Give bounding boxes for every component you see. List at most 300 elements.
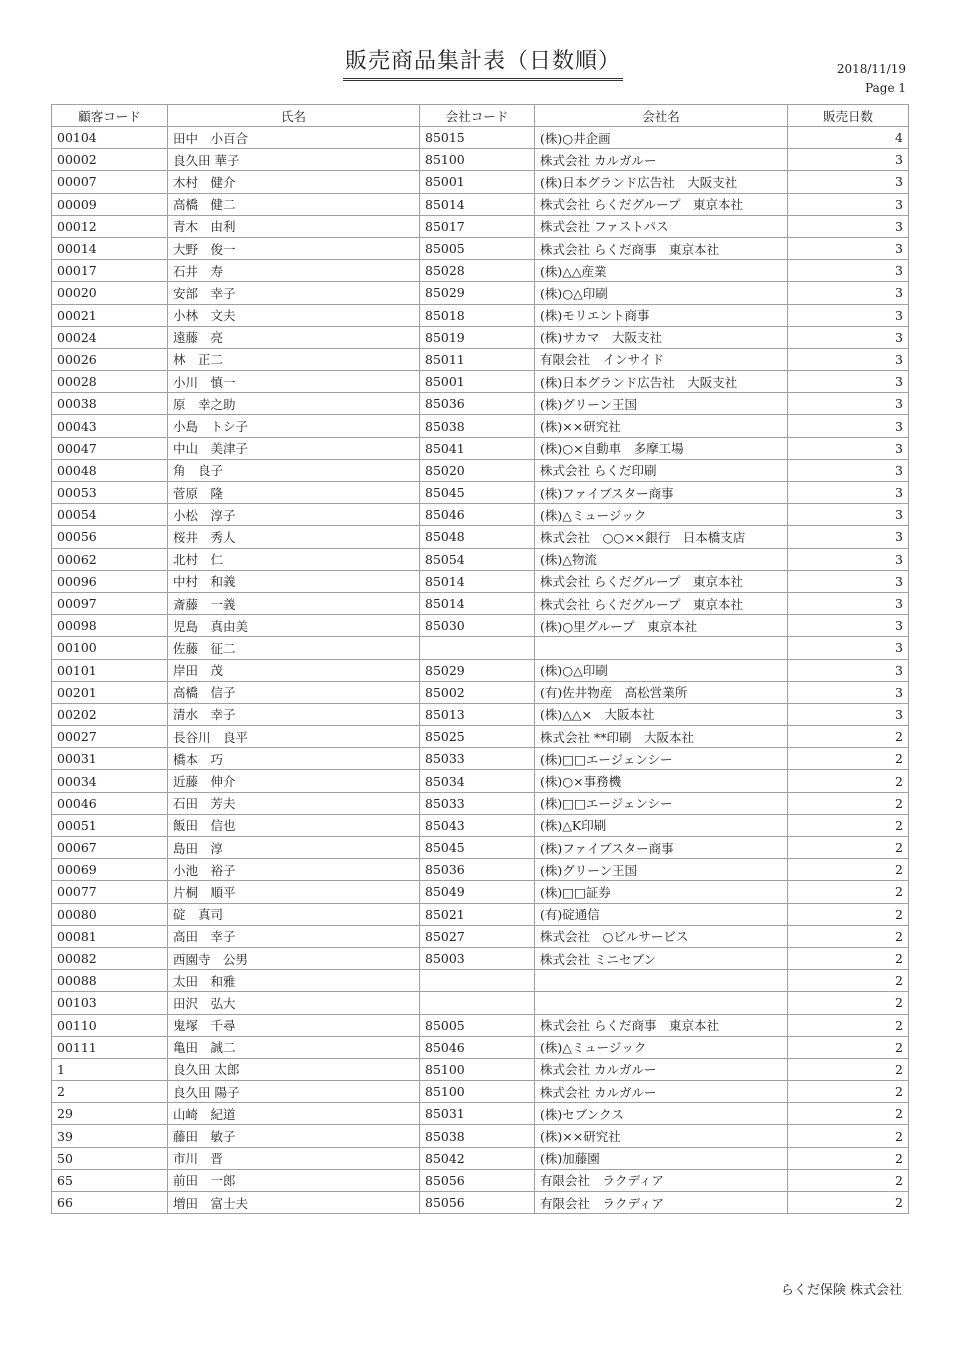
- sales-days-cell: 2: [788, 1103, 909, 1125]
- table-row: [52, 970, 909, 992]
- name-cell: 小川 慎一: [168, 371, 420, 393]
- company-name-cell: [535, 992, 788, 1014]
- name-cell: 高田 幸子: [168, 925, 420, 947]
- name-cell: 高橋 信子: [168, 681, 420, 703]
- name-cell: 西園寺 公男: [168, 947, 420, 969]
- table-row: [52, 1169, 909, 1191]
- customer-code-cell: 00100: [52, 637, 168, 659]
- sales-days-cell: 3: [788, 703, 909, 725]
- customer-code-cell: 2: [52, 1081, 168, 1103]
- name-cell: 児島 真由美: [168, 615, 420, 637]
- sales-days-cell: 3: [788, 437, 909, 459]
- sales-days-cell: 2: [788, 1192, 909, 1214]
- name-cell: 中山 美津子: [168, 437, 420, 459]
- sales-days-cell: 3: [788, 282, 909, 304]
- sales-days-cell: 3: [788, 570, 909, 592]
- company-code-cell: 85045: [420, 837, 535, 859]
- name-cell: 片桐 順平: [168, 881, 420, 903]
- table-row: [52, 1147, 909, 1169]
- company-code-cell: 85013: [420, 703, 535, 725]
- company-name-cell: (株)サカマ 大阪支社: [535, 326, 788, 348]
- customer-code-cell: 00020: [52, 282, 168, 304]
- company-code-cell: 85045: [420, 482, 535, 504]
- name-cell: 小池 裕子: [168, 859, 420, 881]
- table-row: [52, 371, 909, 393]
- name-cell: 良久田 華子: [168, 149, 420, 171]
- name-cell: 小林 文夫: [168, 304, 420, 326]
- customer-code-cell: 00098: [52, 615, 168, 637]
- customer-code-cell: 00031: [52, 748, 168, 770]
- company-code-cell: 85056: [420, 1192, 535, 1214]
- customer-code-cell: 00080: [52, 903, 168, 925]
- table-row: [52, 393, 909, 415]
- sales-days-cell: 2: [788, 1125, 909, 1147]
- company-name-cell: 株式会社 カルガルー: [535, 1058, 788, 1080]
- sales-days-cell: 2: [788, 1014, 909, 1036]
- company-name-cell: 株式会社 らくだグループ 東京本社: [535, 193, 788, 215]
- sales-days-cell: 3: [788, 304, 909, 326]
- company-code-cell: 85056: [420, 1169, 535, 1191]
- company-code-cell: 85018: [420, 304, 535, 326]
- company-name-cell: [535, 637, 788, 659]
- company-code-cell: 85021: [420, 903, 535, 925]
- customer-code-cell: 00043: [52, 415, 168, 437]
- sales-days-cell: 2: [788, 837, 909, 859]
- company-name-cell: 株式会社 カルガルー: [535, 1081, 788, 1103]
- name-cell: 小松 淳子: [168, 504, 420, 526]
- company-code-cell: 85038: [420, 415, 535, 437]
- customer-code-cell: 1: [52, 1058, 168, 1080]
- name-cell: 林 正二: [168, 348, 420, 370]
- name-cell: 斎藤 一義: [168, 592, 420, 614]
- name-cell: 遠藤 亮: [168, 326, 420, 348]
- company-code-cell: 85038: [420, 1125, 535, 1147]
- report-date: 2018/11/19: [836, 62, 906, 76]
- table-row: [52, 637, 909, 659]
- company-name-cell: (株)△ミュージック: [535, 1036, 788, 1058]
- company-name-cell: (株)□□エージェンシー: [535, 748, 788, 770]
- name-cell: 田沢 弘大: [168, 992, 420, 1014]
- customer-code-cell: 00056: [52, 526, 168, 548]
- company-code-cell: 85019: [420, 326, 535, 348]
- customer-code-cell: 00038: [52, 393, 168, 415]
- company-code-cell: 85017: [420, 215, 535, 237]
- sales-days-cell: 2: [788, 1169, 909, 1191]
- customer-code-cell: 00069: [52, 859, 168, 881]
- table-row: [52, 881, 909, 903]
- company-name-cell: 有限会社 インサイド: [535, 348, 788, 370]
- sales-days-cell: 2: [788, 925, 909, 947]
- company-code-cell: 85014: [420, 570, 535, 592]
- company-code-cell: 85034: [420, 770, 535, 792]
- sales-days-cell: 2: [788, 1036, 909, 1058]
- table-row: [52, 726, 909, 748]
- sales-days-cell: 2: [788, 992, 909, 1014]
- company-code-cell: 85005: [420, 237, 535, 259]
- customer-code-cell: 39: [52, 1125, 168, 1147]
- company-code-cell: 85043: [420, 814, 535, 836]
- customer-code-cell: 66: [52, 1192, 168, 1214]
- column-header-company-code: 会社コード: [420, 105, 535, 127]
- customer-code-cell: 00002: [52, 149, 168, 171]
- sales-days-cell: 3: [788, 237, 909, 259]
- company-code-cell: 85031: [420, 1103, 535, 1125]
- name-cell: 小島 トシ子: [168, 415, 420, 437]
- name-cell: 前田 一郎: [168, 1169, 420, 1191]
- sales-days-cell: 2: [788, 970, 909, 992]
- table-row: [52, 215, 909, 237]
- company-code-cell: 85001: [420, 371, 535, 393]
- customer-code-cell: 00047: [52, 437, 168, 459]
- table-row: [52, 925, 909, 947]
- table-row: [52, 1014, 909, 1036]
- customer-code-cell: 50: [52, 1147, 168, 1169]
- company-name-cell: (株)△ミュージック: [535, 504, 788, 526]
- sales-days-cell: 3: [788, 482, 909, 504]
- table-row: [52, 149, 909, 171]
- company-code-cell: 85015: [420, 127, 535, 149]
- name-cell: 良久田 陽子: [168, 1081, 420, 1103]
- name-cell: 飯田 信也: [168, 814, 420, 836]
- company-code-cell: [420, 992, 535, 1014]
- table-row: [52, 659, 909, 681]
- company-name-cell: (株)ファイブスター商事: [535, 482, 788, 504]
- company-name-cell: (有)碇通信: [535, 903, 788, 925]
- sales-days-cell: 3: [788, 526, 909, 548]
- sales-days-cell: 3: [788, 504, 909, 526]
- company-code-cell: [420, 970, 535, 992]
- table-row: [52, 1036, 909, 1058]
- name-cell: 岸田 茂: [168, 659, 420, 681]
- sales-days-cell: 3: [788, 348, 909, 370]
- name-cell: 石田 芳夫: [168, 792, 420, 814]
- company-code-cell: 85042: [420, 1147, 535, 1169]
- name-cell: 近藤 伸介: [168, 770, 420, 792]
- customer-code-cell: 00021: [52, 304, 168, 326]
- sales-days-cell: 2: [788, 814, 909, 836]
- name-cell: 菅原 隆: [168, 482, 420, 504]
- company-code-cell: 85011: [420, 348, 535, 370]
- company-code-cell: 85014: [420, 193, 535, 215]
- customer-code-cell: 00111: [52, 1036, 168, 1058]
- sales-days-cell: 3: [788, 193, 909, 215]
- company-code-cell: 85046: [420, 1036, 535, 1058]
- table-row: [52, 814, 909, 836]
- name-cell: 角 良子: [168, 459, 420, 481]
- table-row: [52, 304, 909, 326]
- sales-days-cell: 3: [788, 149, 909, 171]
- customer-code-cell: 00012: [52, 215, 168, 237]
- name-cell: 中村 和義: [168, 570, 420, 592]
- name-cell: 桜井 秀人: [168, 526, 420, 548]
- company-name-cell: (株)△物流: [535, 548, 788, 570]
- name-cell: 原 幸之助: [168, 393, 420, 415]
- company-name-cell: 株式会社 ミニセブン: [535, 947, 788, 969]
- company-code-cell: 85036: [420, 393, 535, 415]
- customer-code-cell: 00103: [52, 992, 168, 1014]
- company-name-cell: (株)□□証券: [535, 881, 788, 903]
- name-cell: 清水 幸子: [168, 703, 420, 725]
- name-cell: 木村 健介: [168, 171, 420, 193]
- sales-days-cell: 3: [788, 215, 909, 237]
- company-name-cell: (株)△△産業: [535, 260, 788, 282]
- company-name-cell: (株)日本グランド広告社 大阪支社: [535, 171, 788, 193]
- sales-days-cell: 2: [788, 748, 909, 770]
- table-row: [52, 681, 909, 703]
- company-name-cell: (株)○×事務機: [535, 770, 788, 792]
- company-name-cell: (株)○△印刷: [535, 659, 788, 681]
- sales-days-cell: 2: [788, 1147, 909, 1169]
- report-title: [0, 44, 966, 81]
- table-row: [52, 282, 909, 304]
- company-code-cell: 85029: [420, 282, 535, 304]
- company-footer: らくだ保険 株式会社: [780, 1283, 902, 1298]
- customer-code-cell: 00201: [52, 681, 168, 703]
- company-name-cell: 株式会社 らくだ商事 東京本社: [535, 1014, 788, 1036]
- sales-days-cell: 2: [788, 859, 909, 881]
- name-cell: 高橋 健二: [168, 193, 420, 215]
- company-code-cell: 85005: [420, 1014, 535, 1036]
- table-row: [52, 127, 909, 149]
- company-code-cell: 85100: [420, 1058, 535, 1080]
- company-code-cell: 85041: [420, 437, 535, 459]
- table-row: [52, 326, 909, 348]
- company-name-cell: (株)加藤園: [535, 1147, 788, 1169]
- company-name-cell: 株式会社 らくだ商事 東京本社: [535, 237, 788, 259]
- column-header-customer-code: 顧客コード: [52, 105, 168, 127]
- company-name-cell: (株)日本グランド広告社 大阪支社: [535, 371, 788, 393]
- company-name-cell: [535, 970, 788, 992]
- customer-code-cell: 00077: [52, 881, 168, 903]
- customer-code-cell: 00048: [52, 459, 168, 481]
- customer-code-cell: 00202: [52, 703, 168, 725]
- sales-days-cell: 3: [788, 260, 909, 282]
- customer-code-cell: 00017: [52, 260, 168, 282]
- customer-code-cell: 00026: [52, 348, 168, 370]
- sales-days-cell: 3: [788, 326, 909, 348]
- name-cell: 亀田 誠二: [168, 1036, 420, 1058]
- company-name-cell: (有)佐井物産 高松営業所: [535, 681, 788, 703]
- customer-code-cell: 00027: [52, 726, 168, 748]
- customer-code-cell: 00007: [52, 171, 168, 193]
- company-code-cell: 85020: [420, 459, 535, 481]
- customer-code-cell: 00009: [52, 193, 168, 215]
- table-row: [52, 837, 909, 859]
- table-row: [52, 1058, 909, 1080]
- name-cell: 北村 仁: [168, 548, 420, 570]
- sales-days-cell: 2: [788, 726, 909, 748]
- name-cell: 青木 由利: [168, 215, 420, 237]
- company-name-cell: 株式会社 らくだグループ 東京本社: [535, 592, 788, 614]
- company-code-cell: 85003: [420, 947, 535, 969]
- customer-code-cell: 00067: [52, 837, 168, 859]
- customer-code-cell: 00097: [52, 592, 168, 614]
- company-code-cell: 85036: [420, 859, 535, 881]
- name-cell: 田中 小百合: [168, 127, 420, 149]
- company-name-cell: (株)××研究社: [535, 415, 788, 437]
- sales-days-cell: 3: [788, 548, 909, 570]
- company-code-cell: 85002: [420, 681, 535, 703]
- table-row: [52, 193, 909, 215]
- table-row: [52, 615, 909, 637]
- table-row: [52, 1125, 909, 1147]
- sales-table: [51, 104, 909, 1214]
- customer-code-cell: 00081: [52, 925, 168, 947]
- sales-days-cell: 2: [788, 770, 909, 792]
- page-number: Page 1: [865, 81, 906, 95]
- table-row: [52, 1192, 909, 1214]
- name-cell: 佐藤 征二: [168, 637, 420, 659]
- sales-days-cell: 3: [788, 393, 909, 415]
- customer-code-cell: 00051: [52, 814, 168, 836]
- company-code-cell: 85029: [420, 659, 535, 681]
- sales-days-cell: 3: [788, 637, 909, 659]
- table-row: [52, 792, 909, 814]
- name-cell: 増田 富士夫: [168, 1192, 420, 1214]
- column-header-name: 氏名: [168, 105, 420, 127]
- company-name-cell: 株式会社 らくだ印刷: [535, 459, 788, 481]
- company-name-cell: 有限会社 ラクディア: [535, 1169, 788, 1191]
- company-code-cell: 85025: [420, 726, 535, 748]
- name-cell: 山崎 紀道: [168, 1103, 420, 1125]
- customer-code-cell: 00034: [52, 770, 168, 792]
- sales-days-cell: 2: [788, 792, 909, 814]
- table-header-row: [52, 105, 909, 127]
- name-cell: 安部 幸子: [168, 282, 420, 304]
- company-name-cell: (株)モリエント商事: [535, 304, 788, 326]
- name-cell: 島田 淳: [168, 837, 420, 859]
- name-cell: 市川 晋: [168, 1147, 420, 1169]
- company-name-cell: 株式会社 カルガルー: [535, 149, 788, 171]
- company-code-cell: 85048: [420, 526, 535, 548]
- name-cell: 碇 真司: [168, 903, 420, 925]
- customer-code-cell: 00110: [52, 1014, 168, 1036]
- company-code-cell: 85027: [420, 925, 535, 947]
- table-row: [52, 171, 909, 193]
- company-code-cell: 85046: [420, 504, 535, 526]
- company-name-cell: 株式会社 ○ビルサービス: [535, 925, 788, 947]
- company-code-cell: 85014: [420, 592, 535, 614]
- table-row: [52, 947, 909, 969]
- column-header-sales-days: 販売日数: [788, 105, 909, 127]
- name-cell: 良久田 太郎: [168, 1058, 420, 1080]
- company-name-cell: (株)グリーン王国: [535, 859, 788, 881]
- name-cell: 太田 和雅: [168, 970, 420, 992]
- company-code-cell: 85100: [420, 149, 535, 171]
- company-name-cell: (株)△K印刷: [535, 814, 788, 836]
- customer-code-cell: 00024: [52, 326, 168, 348]
- customer-code-cell: 00104: [52, 127, 168, 149]
- sales-days-cell: 3: [788, 371, 909, 393]
- company-code-cell: [420, 637, 535, 659]
- table-row: [52, 260, 909, 282]
- company-code-cell: 85030: [420, 615, 535, 637]
- table-row: [52, 748, 909, 770]
- company-name-cell: (株)□□エージェンシー: [535, 792, 788, 814]
- sales-days-cell: 3: [788, 171, 909, 193]
- sales-days-cell: 3: [788, 659, 909, 681]
- sales-days-cell: 3: [788, 592, 909, 614]
- table-row: [52, 415, 909, 437]
- company-name-cell: (株)○×自動車 多摩工場: [535, 437, 788, 459]
- table-row: [52, 592, 909, 614]
- sales-days-cell: 2: [788, 1081, 909, 1103]
- table-row: [52, 703, 909, 725]
- company-name-cell: 株式会社 ファストパス: [535, 215, 788, 237]
- customer-code-cell: 29: [52, 1103, 168, 1125]
- customer-code-cell: 00082: [52, 947, 168, 969]
- company-name-cell: 株式会社 **印刷 大阪本社: [535, 726, 788, 748]
- name-cell: 橋本 巧: [168, 748, 420, 770]
- name-cell: 石井 寿: [168, 260, 420, 282]
- table-row: [52, 437, 909, 459]
- table-row: [52, 859, 909, 881]
- company-name-cell: 有限会社 ラクディア: [535, 1192, 788, 1214]
- sales-days-cell: 2: [788, 903, 909, 925]
- report-meta: [837, 60, 906, 98]
- company-name-cell: (株)セブンクス: [535, 1103, 788, 1125]
- column-header-company-name: 会社名: [535, 105, 788, 127]
- sales-days-cell: 3: [788, 615, 909, 637]
- customer-code-cell: 00046: [52, 792, 168, 814]
- company-name-cell: 株式会社 ○○××銀行 日本橋支店: [535, 526, 788, 548]
- sales-days-cell: 3: [788, 459, 909, 481]
- company-name-cell: (株)××研究社: [535, 1125, 788, 1147]
- table-body: [52, 127, 909, 1214]
- customer-code-cell: 65: [52, 1169, 168, 1191]
- company-name-cell: (株)△△× 大阪本社: [535, 703, 788, 725]
- company-name-cell: 株式会社 らくだグループ 東京本社: [535, 570, 788, 592]
- table-row: [52, 526, 909, 548]
- customer-code-cell: 00053: [52, 482, 168, 504]
- table-row: [52, 459, 909, 481]
- company-name-cell: (株)グリーン王国: [535, 393, 788, 415]
- report-title-text: 販売商品集計表（日数順）: [343, 44, 623, 81]
- name-cell: 大野 俊一: [168, 237, 420, 259]
- company-name-cell: (株)○里グループ 東京本社: [535, 615, 788, 637]
- sales-days-cell: 2: [788, 1058, 909, 1080]
- company-code-cell: 85049: [420, 881, 535, 903]
- customer-code-cell: 00014: [52, 237, 168, 259]
- company-name-cell: (株)○井企画: [535, 127, 788, 149]
- name-cell: 藤田 敏子: [168, 1125, 420, 1147]
- table-row: [52, 903, 909, 925]
- table-row: [52, 992, 909, 1014]
- customer-code-cell: 00054: [52, 504, 168, 526]
- company-name-cell: (株)ファイブスター商事: [535, 837, 788, 859]
- sales-days-cell: 3: [788, 681, 909, 703]
- sales-days-cell: 4: [788, 127, 909, 149]
- company-code-cell: 85028: [420, 260, 535, 282]
- table-row: [52, 482, 909, 504]
- company-code-cell: 85054: [420, 548, 535, 570]
- table-row: [52, 504, 909, 526]
- sales-days-cell: 3: [788, 415, 909, 437]
- table-row: [52, 1103, 909, 1125]
- table-row: [52, 237, 909, 259]
- company-code-cell: 85033: [420, 748, 535, 770]
- sales-days-cell: 2: [788, 947, 909, 969]
- company-code-cell: 85100: [420, 1081, 535, 1103]
- company-name-cell: (株)○△印刷: [535, 282, 788, 304]
- sales-days-cell: 2: [788, 881, 909, 903]
- company-code-cell: 85033: [420, 792, 535, 814]
- company-code-cell: 85001: [420, 171, 535, 193]
- customer-code-cell: 00101: [52, 659, 168, 681]
- table-row: [52, 770, 909, 792]
- customer-code-cell: 00096: [52, 570, 168, 592]
- customer-code-cell: 00062: [52, 548, 168, 570]
